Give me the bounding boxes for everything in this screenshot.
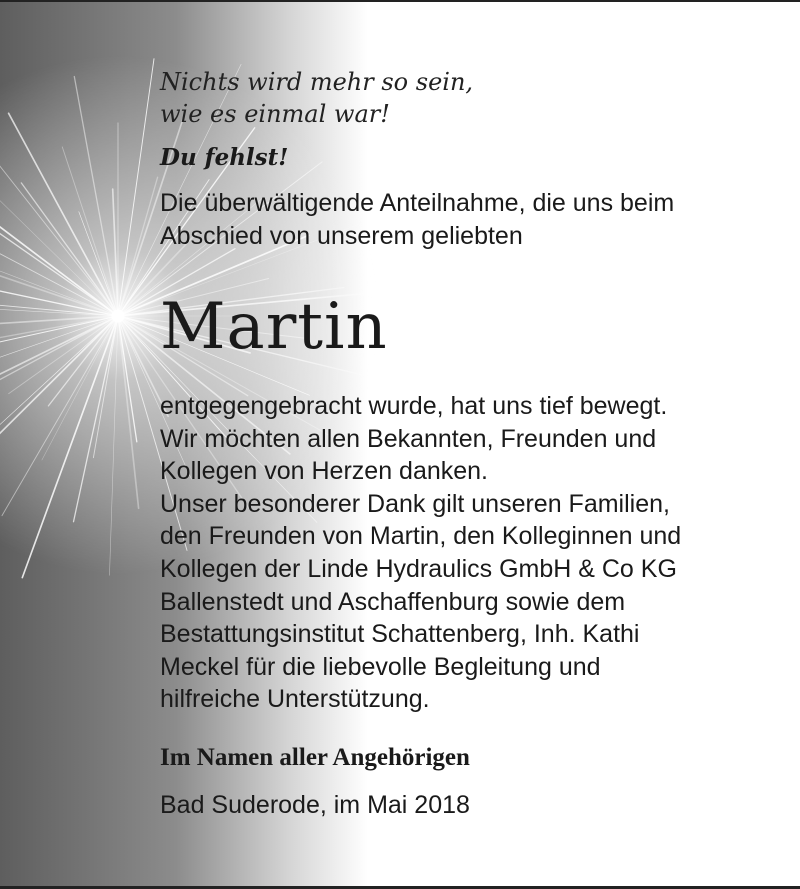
body-line: entgegengebracht wurde, hat uns tief bewegt.	[160, 392, 668, 420]
body-line: Kollegen von Herzen danken.	[160, 457, 489, 486]
top-border	[0, 0, 800, 2]
deceased-name: Martin	[160, 290, 388, 364]
body-line: Unser besonderer Dank gilt unseren Familien,	[160, 489, 670, 518]
intro-line: Abschied von unserem geliebten	[160, 222, 523, 250]
motto-line: Nichts wird mehr so sein,	[160, 68, 474, 96]
body-line: den Freunden von Martin, den Kolleginnen und	[160, 522, 682, 551]
body-line: Wir möchten allen Bekannten, Freunden und	[160, 424, 657, 453]
intro-paragraph	[160, 187, 674, 253]
missing-line: Du fehlst!	[160, 144, 289, 171]
seed-core	[112, 310, 124, 322]
place-date: Bad Suderode, im Mai 2018	[160, 791, 470, 819]
motto	[160, 66, 473, 130]
thanks-paragraph	[160, 390, 681, 716]
body-line: hilfreiche Unterstützung.	[160, 685, 430, 714]
body-line: Bestattungsinstitut Schattenberg, Inh. Kathi	[160, 620, 640, 649]
body-line: Kollegen der Linde Hydraulics GmbH & Co KG	[160, 554, 677, 583]
intro-line: Die überwältigende Anteilnahme, die uns beim	[160, 189, 675, 217]
motto-line: wie es einmal war!	[160, 100, 390, 128]
body-line: Meckel für die liebevolle Begleitung und	[160, 652, 601, 681]
signature: Im Namen aller Angehörigen	[160, 744, 470, 771]
body-line: Ballenstedt und Aschaffenburg sowie dem	[160, 587, 626, 616]
